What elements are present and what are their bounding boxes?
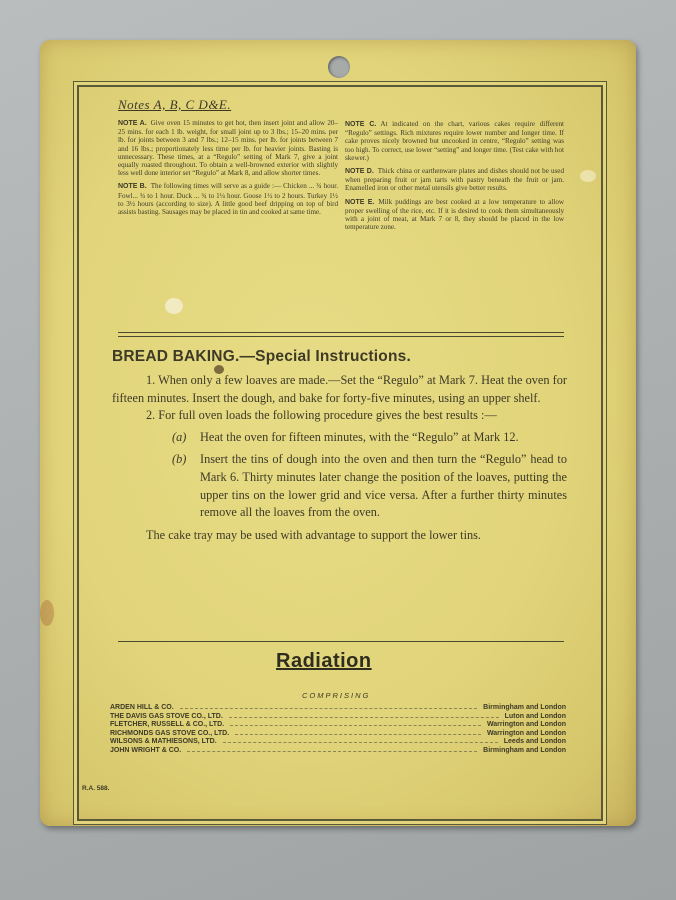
note-e: [345, 198, 564, 232]
instruction-2a-label: (a): [172, 429, 187, 444]
instruction-1: 1. When only a few loaves are made.—Set the “Regulo” at Mark 7. Heat the oven for fifteen minutes. Insert the dough, and bake for forty-five minutes, using an upper shelf.: [112, 373, 567, 405]
company-row: [110, 704, 566, 713]
company-name: FLETCHER, RUSSELL & CO., LTD.: [110, 721, 225, 729]
note-b: [118, 182, 338, 216]
note-c-text: At indicated on the chart, various cakes require different “Regulo” settings. Rich mixtures require lower number and longer time. If cake proves nicely browned but uncooked in centre, “Regulo” setting was too high. To correct, use lower “setting” and longer time. (Test cake with hot skewer.): [345, 120, 565, 162]
instruction-2b: [172, 451, 567, 521]
company-name: JOHN WRIGHT & CO.: [110, 746, 182, 754]
bread-baking-heading: BREAD BAKING.—Special Instructions.: [112, 348, 411, 365]
instruction-2b-label: (b): [172, 452, 187, 467]
comprising-label: COMPRISING: [302, 691, 371, 700]
instruction-2a-text: Heat the oven for fifteen minutes, with the “Regulo” at Mark 12.: [200, 429, 519, 444]
note-e-text: Milk puddings are best cooked at a low temperature to allow proper swelling of the rice, etc. If it is desired to cook them simultaneously with a joint of meat, at Mark 7 or 8, they should be placed in the low temperature zone.: [345, 197, 564, 232]
leader-dots: [187, 751, 477, 752]
reference-code: R.A. 588.: [82, 785, 110, 792]
instruction-2: 2. For full oven loads the following procedure gives the best results :—: [146, 408, 497, 423]
company-location: Birmingham and London: [483, 704, 566, 711]
leader-dots: [180, 708, 478, 709]
divider-rule: [118, 336, 564, 337]
hanging-hole: [328, 56, 350, 78]
company-name: WILSONS & MATHIESONS, LTD.: [110, 738, 217, 746]
company-row: [110, 713, 566, 722]
company-location: Warrington and London: [486, 721, 566, 729]
bread-baking-body: [112, 372, 567, 544]
company-list: [110, 704, 566, 756]
company-location: Luton and London: [504, 712, 566, 720]
note-e-label: NOTE E.: [345, 198, 375, 206]
note-a: [118, 119, 338, 177]
closing-instruction: The cake tray may be used with advantage to support the lower tins.: [146, 527, 481, 542]
note-a-text: Give oven 15 minutes to get hot, then insert joint and allow 20–25 mins. for each 1 lb. weight, for small joint up to 3 lbs.; 15–20 mins. per lb. for joints between 3 and 7 lbs.; 12–15 mins. per lb. for joints between 7 and 16 lbs.; proportionately less time per lb. for heavier joints. Basting is unnecessary. These times, at a “Regulo” setting of Mark 7, give a joint equally roasted throughout. To obtain a well-browned exterior with slightly less well done interior set “Regulo” at Mark 8, and allow shorter times.: [118, 119, 338, 178]
company-location: Birmingham and London: [483, 746, 566, 754]
wear-stain: [40, 600, 54, 626]
note-d-text: Thick china or earthenware plates and dishes should not be used when preparing fruit or jam tarts with pastry beneath the fruit or jam. Enamelled iron or other metal utensils give better results.: [345, 167, 564, 193]
company-name: RICHMONDS GAS STOVE CO., LTD.: [110, 729, 230, 737]
instruction-2a: [172, 429, 567, 447]
company-row: [110, 730, 566, 739]
divider-rule: [118, 332, 564, 333]
company-name: ARDEN HILL & CO.: [110, 704, 174, 711]
notes-left-column: [118, 119, 338, 221]
leader-dots: [223, 742, 498, 743]
leader-dots: [229, 717, 499, 718]
instruction-card: [40, 40, 636, 826]
notes-right-column: [345, 120, 564, 236]
instruction-2b-text: Insert the tins of dough into the oven and then turn the “Regulo” head to Mark 6. Thirty minutes later change the position of the loaves, putting the upper tins on the lower grid and vice versa. After a further thirty minutes remove all the loaves from the oven.: [200, 452, 567, 520]
note-a-label: NOTE A.: [118, 120, 147, 127]
company-row: [110, 747, 566, 756]
wear-stain: [580, 170, 596, 182]
note-c: [345, 120, 564, 162]
note-d: [345, 167, 564, 193]
note-c-label: NOTE C.: [345, 121, 377, 128]
wear-stain: [165, 298, 183, 314]
company-location: Leeds and London: [503, 738, 566, 746]
leader-dots: [235, 734, 481, 735]
radiation-logo: Radiation: [276, 650, 372, 672]
company-location: Warrington and London: [486, 729, 566, 737]
divider-rule: [118, 641, 564, 642]
note-b-label: NOTE B.: [118, 183, 147, 191]
note-b-text: The following times will serve as a guide :— Chicken ... ¾ hour. Fowl... ¾ to 1 hour. Duck ... ¾ to 1¼ hour. Goose 1½ to 2 hours. Turkey 1½ to 3½ hours (according to size). A little good beef dripping on top of bird assists basting. Sausages may be placed in tin and cooked at same time.: [118, 182, 338, 217]
company-row: [110, 738, 566, 747]
notes-title: Notes A, B, C D&E.: [118, 97, 232, 112]
company-name: THE DAVIS GAS STOVE CO., LTD.: [110, 712, 223, 720]
note-d-label: NOTE D.: [345, 168, 374, 176]
leader-dots: [230, 725, 481, 726]
company-row: [110, 721, 566, 730]
